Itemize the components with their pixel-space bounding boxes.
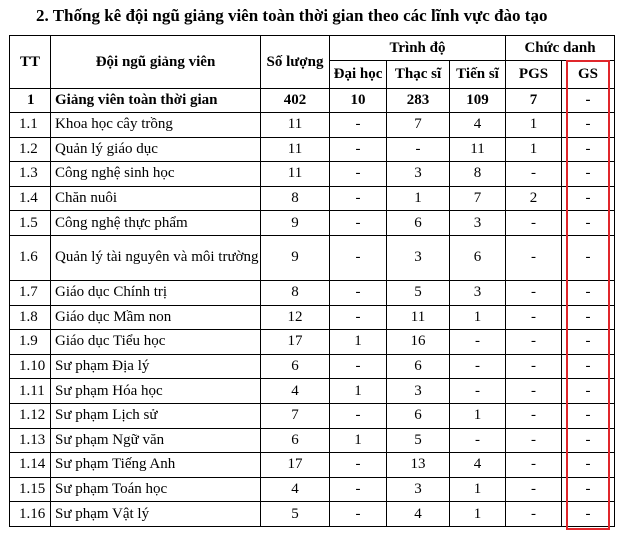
cell-thac-si: 13 xyxy=(387,453,450,478)
cell-count: 8 xyxy=(261,280,330,305)
cell-tt: 1.5 xyxy=(10,211,51,236)
cell-gs: - xyxy=(562,113,615,138)
table-row xyxy=(10,403,615,428)
cell-tien-si: 7 xyxy=(450,186,506,211)
cell-tien-si: 109 xyxy=(450,89,506,113)
cell-dai-hoc: 1 xyxy=(330,379,387,404)
cell-dai-hoc: - xyxy=(330,186,387,211)
cell-pgs: - xyxy=(506,305,562,330)
header-gs: GS xyxy=(562,61,615,89)
cell-count: 17 xyxy=(261,330,330,355)
table-row xyxy=(10,280,615,305)
cell-gs: - xyxy=(562,162,615,187)
cell-thac-si: 6 xyxy=(387,403,450,428)
cell-pgs: - xyxy=(506,330,562,355)
cell-name: Sư phạm Toán học xyxy=(51,477,261,502)
cell-name: Giáo dục Mầm non xyxy=(51,305,261,330)
cell-tt: 1.7 xyxy=(10,280,51,305)
cell-pgs: 1 xyxy=(506,137,562,162)
cell-tt: 1.2 xyxy=(10,137,51,162)
cell-tien-si: 11 xyxy=(450,137,506,162)
cell-gs: - xyxy=(562,428,615,453)
table-row xyxy=(10,186,615,211)
table-row xyxy=(10,477,615,502)
cell-tien-si: 1 xyxy=(450,477,506,502)
header-level-group: Trình độ xyxy=(330,36,506,61)
cell-name: Sư phạm Vật lý xyxy=(51,502,261,527)
table-row xyxy=(10,428,615,453)
cell-tt: 1.3 xyxy=(10,162,51,187)
cell-thac-si: 283 xyxy=(387,89,450,113)
cell-tt: 1.15 xyxy=(10,477,51,502)
cell-thac-si: 16 xyxy=(387,330,450,355)
cell-pgs: - xyxy=(506,502,562,527)
cell-tien-si: 4 xyxy=(450,113,506,138)
table-row xyxy=(10,211,615,236)
cell-tien-si: - xyxy=(450,354,506,379)
cell-count: 9 xyxy=(261,211,330,236)
cell-pgs: - xyxy=(506,403,562,428)
cell-name: Giáo dục Tiểu học xyxy=(51,330,261,355)
cell-pgs: - xyxy=(506,477,562,502)
cell-count: 9 xyxy=(261,235,330,280)
cell-count: 6 xyxy=(261,428,330,453)
cell-tt: 1.13 xyxy=(10,428,51,453)
cell-dai-hoc: - xyxy=(330,403,387,428)
header-row-top xyxy=(10,36,615,61)
cell-tien-si: 8 xyxy=(450,162,506,187)
cell-pgs: 1 xyxy=(506,113,562,138)
table-row xyxy=(10,137,615,162)
cell-thac-si: 6 xyxy=(387,211,450,236)
cell-gs: - xyxy=(562,330,615,355)
cell-gs: - xyxy=(562,379,615,404)
cell-name: Công nghệ thực phẩm xyxy=(51,211,261,236)
cell-name: Giảng viên toàn thời gian xyxy=(51,89,261,113)
header-tt: TT xyxy=(10,36,51,89)
cell-dai-hoc: 10 xyxy=(330,89,387,113)
table-row xyxy=(10,235,615,280)
cell-dai-hoc: 1 xyxy=(330,428,387,453)
header-dai-hoc: Đại học xyxy=(330,61,387,89)
cell-count: 17 xyxy=(261,453,330,478)
table-row xyxy=(10,453,615,478)
header-tien-si: Tiến sĩ xyxy=(450,61,506,89)
cell-thac-si: 3 xyxy=(387,235,450,280)
cell-thac-si: 3 xyxy=(387,162,450,187)
cell-dai-hoc: - xyxy=(330,211,387,236)
cell-dai-hoc: - xyxy=(330,453,387,478)
cell-name: Sư phạm Ngữ văn xyxy=(51,428,261,453)
cell-pgs: 7 xyxy=(506,89,562,113)
table-row xyxy=(10,162,615,187)
cell-gs: - xyxy=(562,354,615,379)
cell-pgs: - xyxy=(506,453,562,478)
cell-thac-si: 3 xyxy=(387,379,450,404)
page-title: 2. Thống kê đội ngũ giảng viên toàn thời gian theo các lĩnh vực đào tạo xyxy=(36,6,548,25)
cell-gs: - xyxy=(562,186,615,211)
cell-dai-hoc: - xyxy=(330,235,387,280)
cell-name: Sư phạm Lịch sử xyxy=(51,403,261,428)
cell-name: Giáo dục Chính trị xyxy=(51,280,261,305)
cell-count: 5 xyxy=(261,502,330,527)
cell-dai-hoc: - xyxy=(330,162,387,187)
cell-gs: - xyxy=(562,280,615,305)
header-name: Đội ngũ giảng viên xyxy=(51,36,261,89)
cell-dai-hoc: - xyxy=(330,354,387,379)
cell-gs: - xyxy=(562,453,615,478)
cell-dai-hoc: - xyxy=(330,477,387,502)
cell-gs: - xyxy=(562,137,615,162)
cell-tien-si: 3 xyxy=(450,280,506,305)
cell-count: 11 xyxy=(261,162,330,187)
cell-gs: - xyxy=(562,235,615,280)
cell-dai-hoc: - xyxy=(330,113,387,138)
cell-name: Khoa học cây trồng xyxy=(51,113,261,138)
cell-count: 4 xyxy=(261,379,330,404)
header-pgs: PGS xyxy=(506,61,562,89)
cell-count: 11 xyxy=(261,113,330,138)
cell-tt: 1.6 xyxy=(10,235,51,280)
cell-name: Quản lý giáo dục xyxy=(51,137,261,162)
cell-pgs: - xyxy=(506,162,562,187)
cell-count: 11 xyxy=(261,137,330,162)
cell-dai-hoc: - xyxy=(330,137,387,162)
header-title-group: Chức danh xyxy=(506,36,615,61)
cell-gs: - xyxy=(562,502,615,527)
header-count: Số lượng xyxy=(261,36,330,89)
header-thac-si: Thạc sĩ xyxy=(387,61,450,89)
cell-gs: - xyxy=(562,403,615,428)
cell-thac-si: 5 xyxy=(387,280,450,305)
cell-dai-hoc: 1 xyxy=(330,330,387,355)
cell-dai-hoc: - xyxy=(330,280,387,305)
cell-thac-si: 5 xyxy=(387,428,450,453)
cell-tien-si: 3 xyxy=(450,211,506,236)
cell-tt: 1.8 xyxy=(10,305,51,330)
cell-count: 4 xyxy=(261,477,330,502)
cell-name: Sư phạm Tiếng Anh xyxy=(51,453,261,478)
cell-tien-si: 1 xyxy=(450,403,506,428)
cell-tt: 1.9 xyxy=(10,330,51,355)
total-row xyxy=(10,89,615,113)
cell-tien-si: - xyxy=(450,330,506,355)
cell-pgs: - xyxy=(506,379,562,404)
cell-pgs: - xyxy=(506,235,562,280)
cell-tien-si: 1 xyxy=(450,305,506,330)
cell-tt: 1.10 xyxy=(10,354,51,379)
cell-thac-si: 3 xyxy=(387,477,450,502)
cell-thac-si: 1 xyxy=(387,186,450,211)
cell-name: Chăn nuôi xyxy=(51,186,261,211)
cell-name: Quản lý tài nguyên và môi trường xyxy=(51,235,261,280)
cell-tien-si: 1 xyxy=(450,502,506,527)
cell-tt: 1 xyxy=(10,89,51,113)
cell-pgs: 2 xyxy=(506,186,562,211)
table-row xyxy=(10,330,615,355)
cell-tt: 1.16 xyxy=(10,502,51,527)
cell-pgs: - xyxy=(506,211,562,236)
cell-tt: 1.4 xyxy=(10,186,51,211)
cell-thac-si: 11 xyxy=(387,305,450,330)
cell-tt: 1.11 xyxy=(10,379,51,404)
lecturer-stats-table xyxy=(9,35,615,527)
cell-count: 402 xyxy=(261,89,330,113)
cell-name: Công nghệ sinh học xyxy=(51,162,261,187)
table-row xyxy=(10,354,615,379)
cell-pgs: - xyxy=(506,428,562,453)
cell-pgs: - xyxy=(506,354,562,379)
cell-pgs: - xyxy=(506,280,562,305)
cell-tien-si: - xyxy=(450,428,506,453)
table-row xyxy=(10,379,615,404)
cell-thac-si: 6 xyxy=(387,354,450,379)
cell-count: 12 xyxy=(261,305,330,330)
cell-gs: - xyxy=(562,477,615,502)
cell-tien-si: 4 xyxy=(450,453,506,478)
cell-tt: 1.14 xyxy=(10,453,51,478)
cell-gs: - xyxy=(562,89,615,113)
cell-thac-si: 4 xyxy=(387,502,450,527)
cell-tt: 1.12 xyxy=(10,403,51,428)
cell-tien-si: 6 xyxy=(450,235,506,280)
table-row xyxy=(10,113,615,138)
cell-thac-si: - xyxy=(387,137,450,162)
cell-gs: - xyxy=(562,305,615,330)
cell-count: 8 xyxy=(261,186,330,211)
cell-name: Sư phạm Địa lý xyxy=(51,354,261,379)
table-row xyxy=(10,502,615,527)
cell-count: 7 xyxy=(261,403,330,428)
cell-gs: - xyxy=(562,211,615,236)
table-row xyxy=(10,305,615,330)
cell-count: 6 xyxy=(261,354,330,379)
cell-thac-si: 7 xyxy=(387,113,450,138)
cell-name: Sư phạm Hóa học xyxy=(51,379,261,404)
cell-dai-hoc: - xyxy=(330,305,387,330)
cell-dai-hoc: - xyxy=(330,502,387,527)
cell-tien-si: - xyxy=(450,379,506,404)
cell-tt: 1.1 xyxy=(10,113,51,138)
